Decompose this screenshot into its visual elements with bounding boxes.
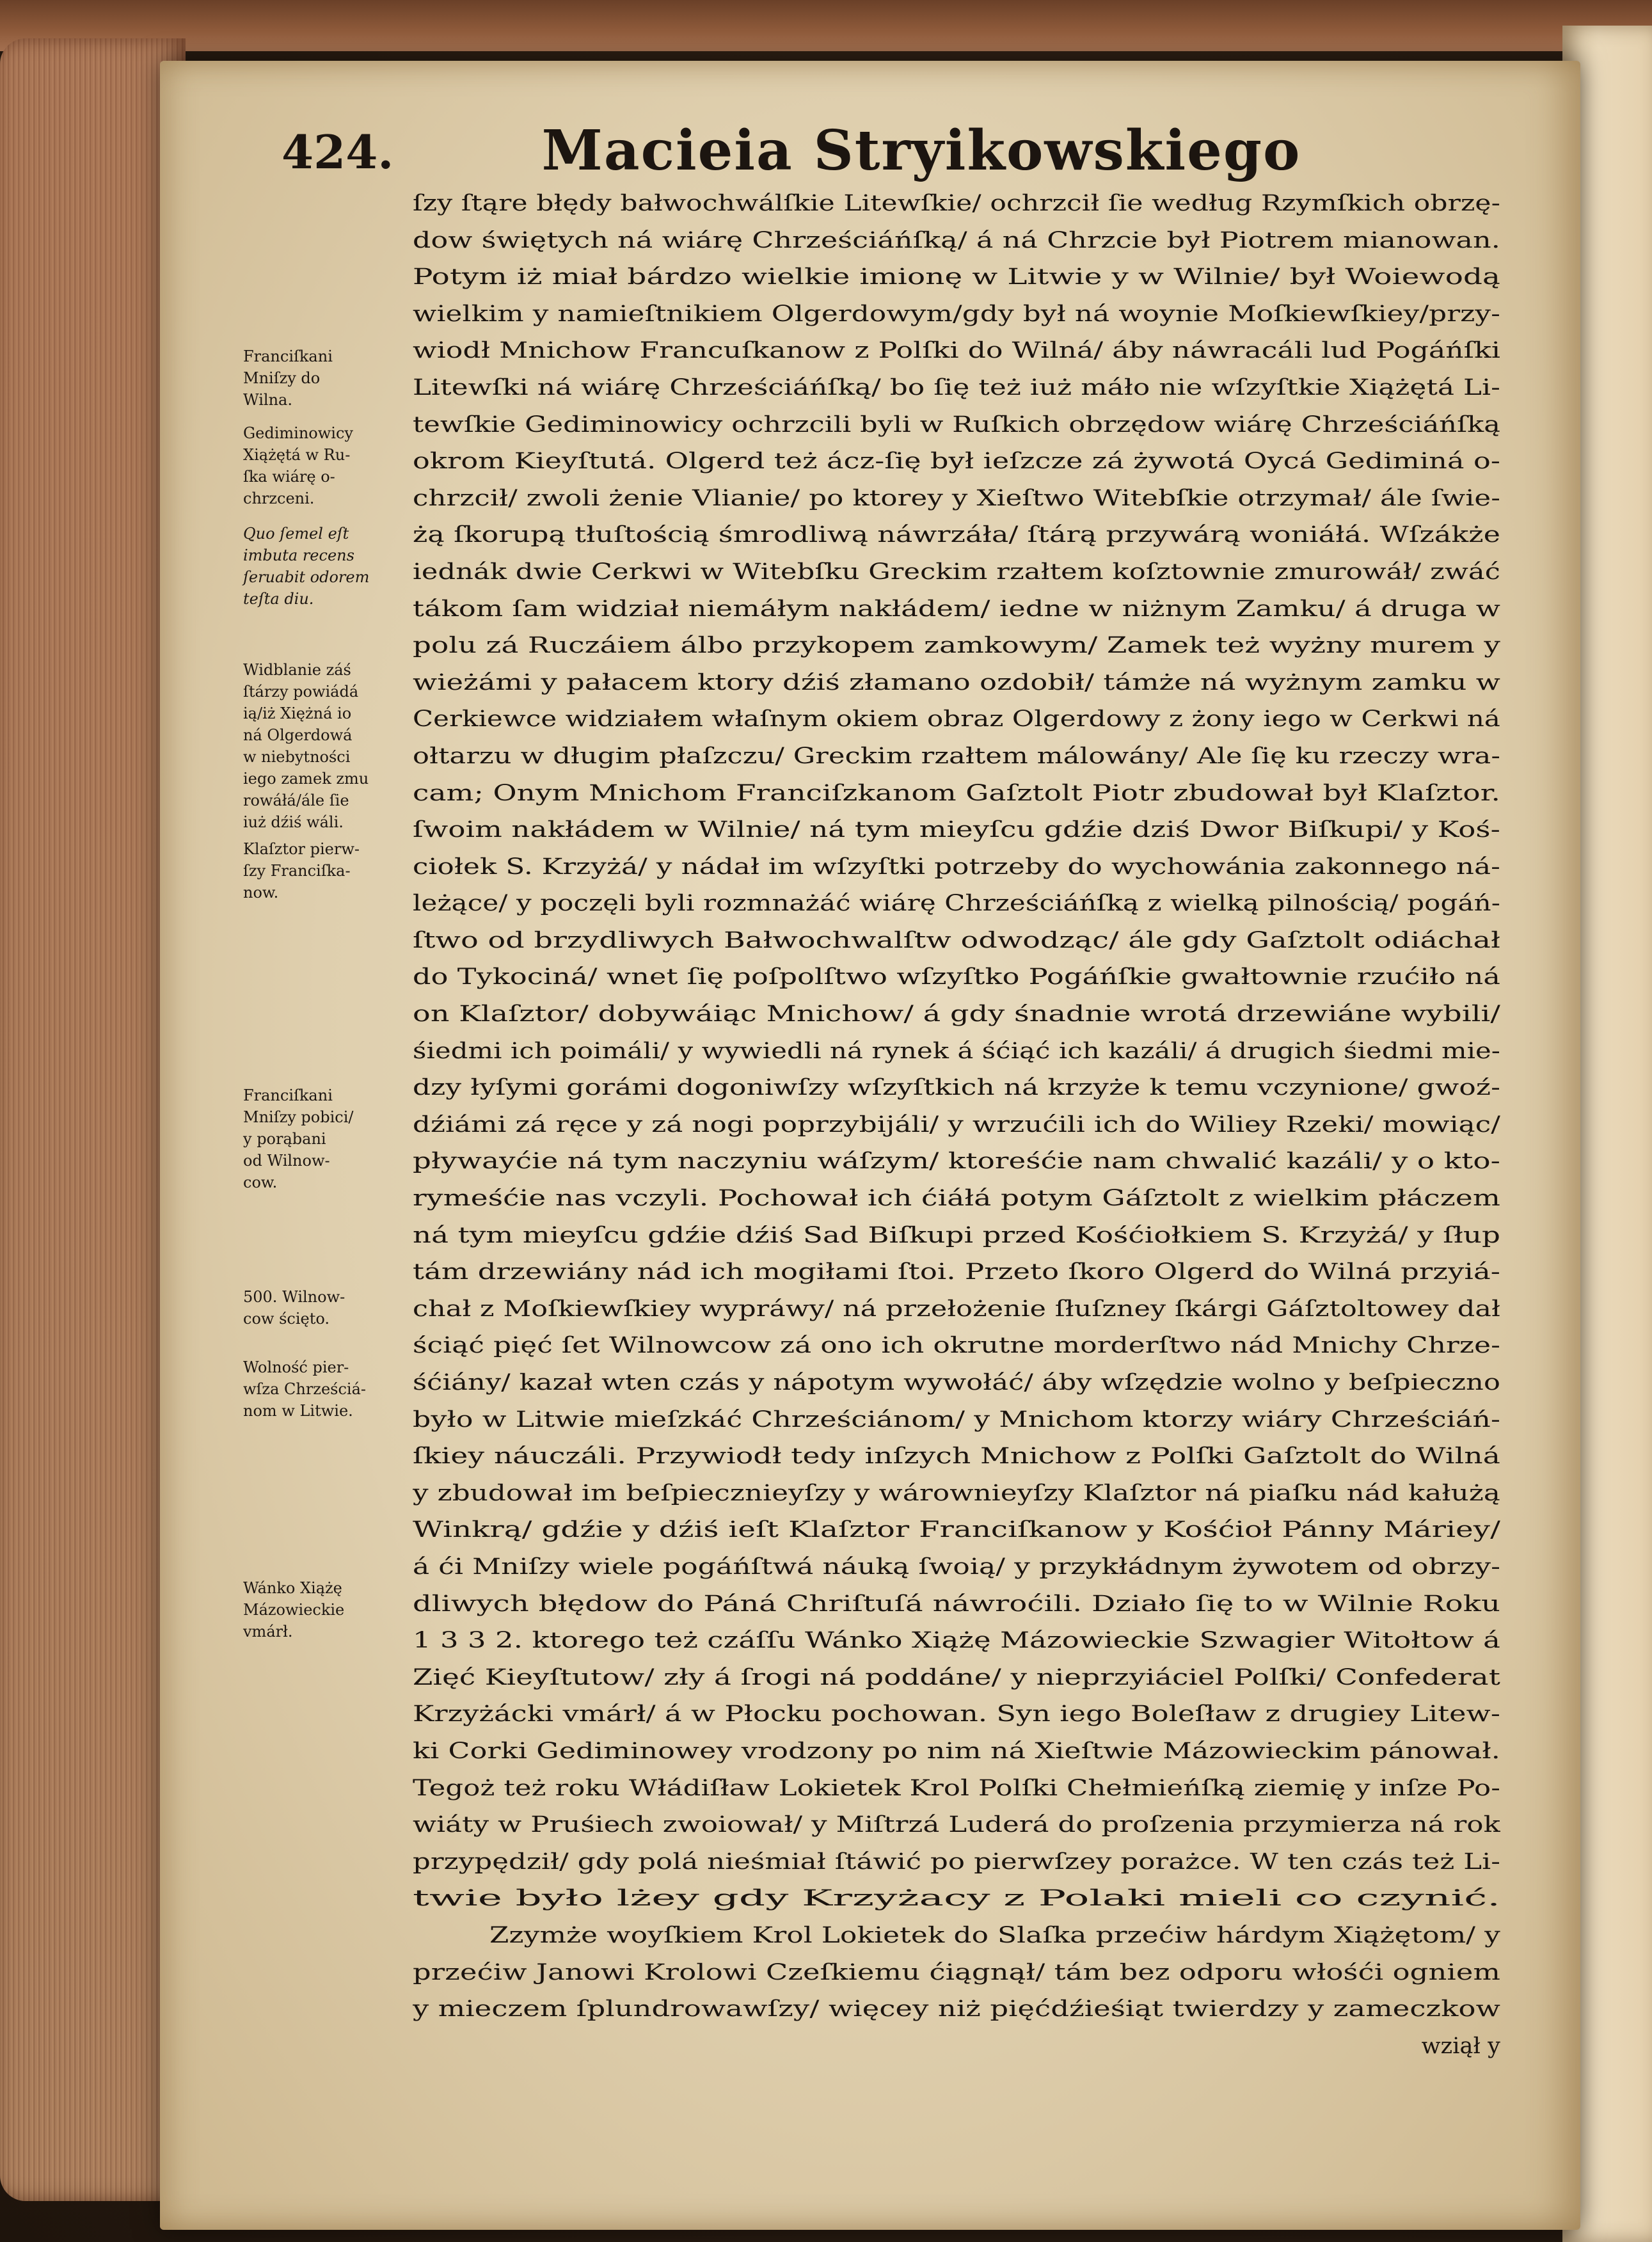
text-line: Zzymże woyſkiem Krol Lokietek do Slaſka przećiw hárdym Xiążętom/ y: [489, 1922, 1500, 1948]
margin-note-line: teſta diu.: [243, 590, 314, 608]
text-line: wiáty w Pruśiech zwoiował/ y Miſtrzá Luderá do proſzenia przymierza ná rok: [413, 1812, 1500, 1838]
text-line: Litewſki ná wiárę Chrześciáńſką/ bo ſię też iuż máło nie wſzyſtkie Xiążętá Li-: [413, 374, 1500, 401]
margin-note: [243, 523, 397, 610]
text-line: wiodł Mnichow Francuſkanow z Polſki do Wilná/ áby náwracáli lud Pogáńſki: [413, 338, 1500, 364]
text-line: á ći Mniſzy wiele pogáńſtwá náuką ſwoią/ y przykłádnym żywotem od obrzy-: [413, 1554, 1500, 1580]
book-page: [160, 61, 1580, 2230]
margin-note-line: Mniſzy do: [243, 369, 321, 387]
text-line: przypędził/ gdy polá nieśmiał ſtáwić po pierwſzey porażce. W ten czás też Li-: [413, 1848, 1500, 1875]
text-line: y zbudował im beſpiecznieyſzy y wárownieyſzy Klaſztor ná piaſku nád kałużą: [413, 1480, 1500, 1506]
text-line: wziął y: [1421, 2033, 1500, 2059]
margin-note-line: wſza Chrześciá-: [243, 1380, 366, 1398]
text-line: pływayćie ná tym naczyniu wáſzym/ ktoreśćie nam chwalić kazáli/ y o kto-: [413, 1149, 1500, 1175]
margin-note: [243, 1286, 397, 1330]
margin-note: [243, 838, 397, 903]
margin-note-line: Mázowieckie: [243, 1601, 345, 1619]
margin-note-line: rowáłá/ále ſie: [243, 791, 349, 809]
text-line: Zięć Kieyſtutow/ zły á ſrogi ná poddáne/ y nieprzyiáciel Polſki/ Confederat: [413, 1664, 1500, 1690]
margin-note-line: chrzceni.: [243, 489, 315, 507]
margin-note: [243, 346, 397, 411]
margin-note: [243, 1085, 397, 1193]
text-line: rymeśćie nas vczyli. Pochował ich ćiáłá potym Gáſztolt z wielkim płáczem: [413, 1186, 1500, 1212]
text-line: 1 3 3 2. ktorego też czáſſu Wánko Xiążę Mázowieckie Szwagier Witołtow á: [413, 1628, 1500, 1654]
margin-note: [243, 422, 397, 509]
text-line: wieżámi y pałacem ktory dźiś złamano ozdobił/ támże ná wyżnym zamku w: [413, 669, 1500, 696]
text-line: śiedmi ich poimáli/ y wywiedli ná rynek á śćiąć ich kazáli/ á drugich śiedmi mie-: [413, 1038, 1500, 1064]
text-line: ſkiey náuczáli. Przywiodł tedy inſzych Mnichow z Polſki Gaſztolt do Wilná: [413, 1443, 1500, 1470]
margin-note-line: iego zamek zmu: [243, 770, 369, 788]
text-line: ściąć pięć ſet Wilnowcow zá ono ich okrutne morderſtwo nád Mnichy Chrze-: [413, 1333, 1500, 1359]
text-line: okrom Kieyſtutá. Olgerd też ácz-ſię był ieſzcze zá żywotá Oycá Gediminá o-: [413, 449, 1500, 475]
text-line: dliwych błędow do Páná Chriſtuſá náwroćili. Działo ſię to w Wilnie Roku: [413, 1591, 1500, 1617]
margin-note-line: ſeruabit odorem: [243, 568, 370, 586]
text-line: Winkrą/ gdźie y dźiś ieſt Klaſztor Franciſkanow y Kośćioł Pánny Máriey/: [413, 1517, 1500, 1543]
book-page-edges: [0, 38, 186, 2201]
margin-note: [243, 1356, 397, 1422]
text-line: do Tykociná/ wnet ſię poſpolſtwo wſzyſtko Pogáńſkie gwałtownie rzućiło ná: [413, 964, 1500, 990]
margin-note-line: Quo ſemel eſt: [243, 525, 349, 543]
text-line: ſzy ſtąre błędy bałwochwálſkie Litewſkie/ ochrzcił ſie według Rzymſkich obrzę-: [413, 191, 1500, 216]
text-line: tákom ſam widział niemáłym nakłádem/ iedne w niżnym Zamku/ á druga w: [413, 596, 1500, 622]
text-line: ſtwo od brzydliwych Bałwochwalſtw odwodząc/ ále gdy Gaſztolt odiáchał: [413, 927, 1500, 953]
text-line: ołtarzu w długim płaſzczu/ Greckim rzałtem málowány/ Ale ſię ku rzeczy wra-: [413, 743, 1500, 769]
text-line: iednák dwie Cerkwi w Witebſku Greckim rzałtem koſztownie zmurowáł/ zwáć: [413, 559, 1500, 585]
text-line: Cerkiewce widziałem właſnym okiem obraz Olgerdowy z żony iego w Cerkwi ná: [413, 706, 1500, 733]
running-title: Macieia Stryikowskiego: [541, 118, 1301, 183]
margin-note: [243, 659, 397, 833]
margin-note-line: Wilna.: [243, 391, 292, 409]
margin-note-line: cow ścięto.: [243, 1310, 330, 1328]
margin-note-line: Gediminowicy: [243, 424, 353, 442]
margin-note-line: now.: [243, 884, 279, 902]
text-line: Potym iż miał bárdzo wielkie imionę w Litwie y w Wilnie/ był Woiewodą: [413, 264, 1500, 290]
text-line: cam; Onym Mnichom Franciſzkanom Gaſztolt Piotr zbudował był Klaſztor.: [413, 780, 1500, 806]
margin-note-line: cow.: [243, 1173, 278, 1191]
text-line: dźiámi zá ręce y zá nogi poprzybijáli/ y wrzućili ich do Wiliey Rzeki/ mowiąc/: [413, 1111, 1500, 1138]
text-line: tewſkie Gediminowicy ochrzcili byli w Ruſkich obrzędow wiárę Chrześciáńſką: [413, 411, 1500, 438]
margin-note-line: Franciſkani: [243, 1086, 333, 1104]
text-line: chał z Moſkiewſkiey wypráwy/ ná przełożenie ſłuſzney ſkárgi Gáſztoltowey dał: [413, 1296, 1500, 1322]
margin-note-line: Wánko Xiążę: [243, 1579, 342, 1597]
text-line: było w Litwie mieſzkáć Chrześciánom/ y Mnichom ktorzy wiáry Chrześciáń-: [413, 1406, 1500, 1433]
text-line: ná tym mieyſcu gdźie dźiś Sad Biſkupi przed Kośćiołkiem S. Krzyżá/ y ſłup: [413, 1222, 1500, 1248]
margin-note-line: 500. Wilnow-: [243, 1288, 345, 1306]
margin-note-line: ſka wiárę o-: [243, 468, 335, 486]
margin-note-line: iuż dźiś wáli.: [243, 813, 344, 831]
margin-note-line: Wolność pier-: [243, 1358, 349, 1376]
margin-note-line: ſzy Franciſka-: [243, 862, 351, 880]
text-line: Krzyżácki vmárł/ á w Płocku pochowan. Syn iego Boleſław z drugiey Litew-: [413, 1701, 1500, 1728]
text-line: przećiw Janowi Krolowi Czeſkiemu ćiągnął/ tám bez odporu włośći ogniem: [413, 1959, 1500, 1985]
margin-note: [243, 1577, 397, 1642]
margin-note-line: Mniſzy pobici/: [243, 1108, 354, 1126]
text-line: żą ſkorupą tłuſtością śmrodliwą náwrzáła/ ſtárą przywárą woniáłá. Wſzákże: [413, 522, 1500, 548]
margin-note-line: ią/iż Xiężná io: [243, 704, 352, 722]
margin-note-line: Widblanie záś: [243, 661, 351, 679]
text-line: wielkim y namieſtnikiem Olgerdowym/gdy był ná woynie Moſkiewſkiey/przy-: [413, 301, 1500, 327]
text-line: ſwoim nakłádem w Wilnie/ ná tym mieyſcu gdźie dziś Dwor Biſkupi/ y Koś-: [413, 817, 1500, 843]
text-line: dzy łyſymi gorámi dogoniwſzy wſzyſtkich ná krzyże k temu vczynione/ gwoź-: [413, 1075, 1500, 1101]
margin-note-line: Klaſztor pierw-: [243, 840, 360, 858]
text-line: śćiány/ kazał wten czás y nápotym wywołáć/ áby wſzędzie wolno y beſpieczno: [413, 1370, 1500, 1395]
margin-note-line: od Wilnow-: [243, 1152, 330, 1170]
text-line: ki Corki Gediminowey vrodzony po nim ná Xieſtwie Mázowieckim pánował.: [413, 1738, 1500, 1764]
margin-note-line: y porąbani: [243, 1130, 326, 1148]
text-line: chrzcił/ zwoli żenie Vlianie/ po ktorey y Xieſtwo Witebſkie otrzymał/ ále ſwie-: [413, 485, 1500, 511]
text-line: y mieczem ſplundrowawſzy/ więcey niż pięćdźieśiąt twierdzy y zameczkow: [413, 1996, 1500, 2023]
body-text: [413, 186, 1500, 2065]
text-line: ciołek S. Krzyżá/ y nádał im wſzyſtki potrzeby do wychowánia zakonnego ná-: [413, 854, 1500, 880]
text-line: Tegoż też roku Włádiſław Lokietek Krol Polſki Chełmieńſką ziemię y inſze Po-: [413, 1775, 1500, 1801]
text-line: dow świętych ná wiárę Chrześciáńſką/ á ná Chrzcie był Piotrem mianowan.: [413, 227, 1500, 253]
margin-note-line: ná Olgerdowá: [243, 726, 353, 744]
text-line: leżące/ y poczęli byli rozmnażáć wiárę Chrześciáńſką z wielką pilnością/ pogáń-: [413, 891, 1500, 917]
book-cover-top: [0, 0, 1652, 51]
text-line: on Klaſztor/ dobywáiąc Mnichow/ á gdy śnadnie wrotá drzewiáne wybili/: [413, 1001, 1500, 1028]
text-line: polu zá Ruczáiem álbo przykopem zamkowym/ Zamek też wyżny murem y: [413, 633, 1500, 659]
text-line: tám drzewiány nád ich mogiłami ſtoi. Przeto ſkoro Olgerd do Wilná przyiá-: [413, 1259, 1500, 1285]
margin-note-line: w niebytności: [243, 748, 351, 766]
margin-note-line: vmárł.: [243, 1623, 293, 1641]
margin-note-line: nom w Litwie.: [243, 1402, 353, 1420]
margin-note-line: Xiążętá w Ru-: [243, 446, 351, 464]
margin-note-line: ſtárzy powiádá: [243, 683, 359, 701]
margin-note-line: Franciſkani: [243, 347, 333, 365]
page-number: 424.: [282, 125, 394, 179]
text-line: twie było lżey gdy Krzyżacy z Polaki mieli co czynić.: [413, 1886, 1500, 1912]
margin-note-line: imbuta recens: [243, 546, 354, 564]
